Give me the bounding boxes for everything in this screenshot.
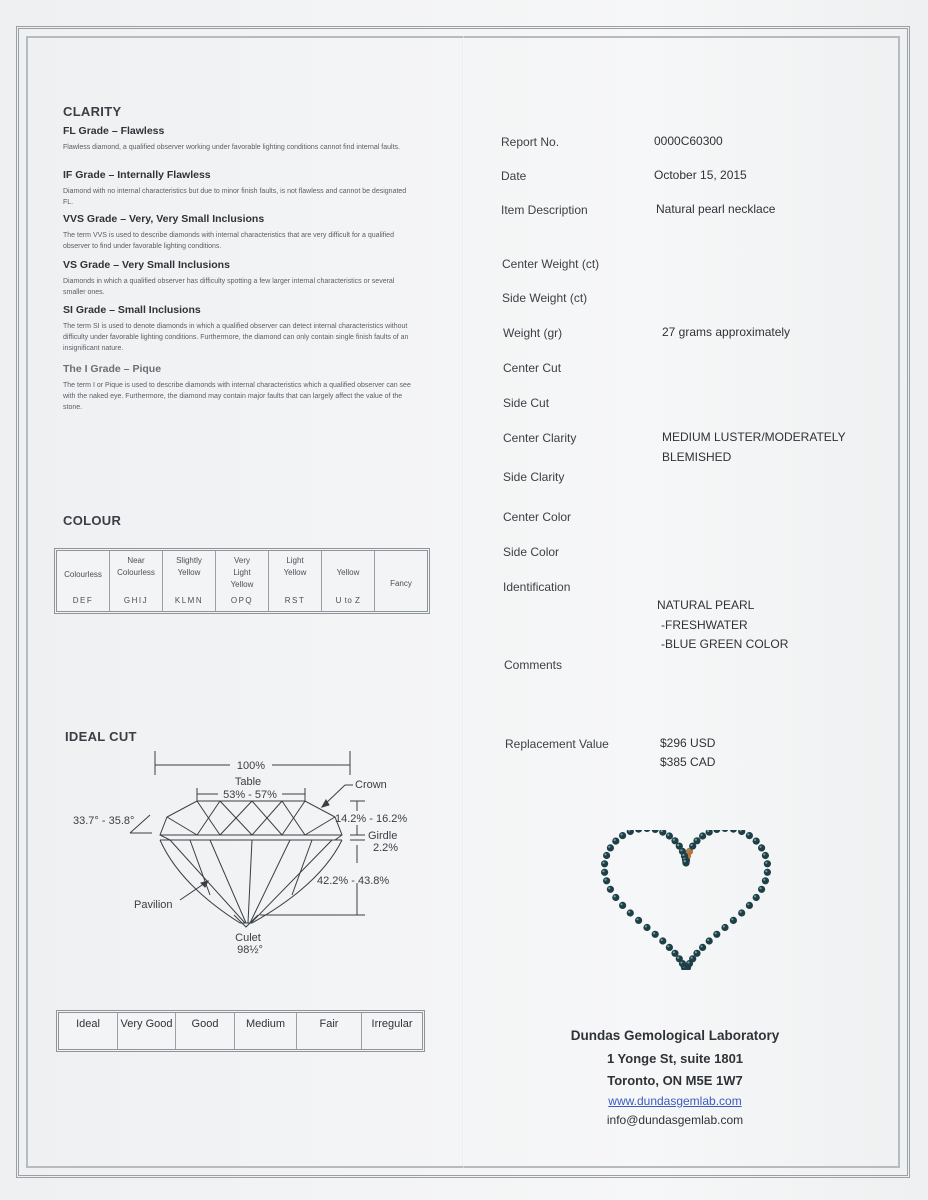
pearl xyxy=(762,852,769,859)
pearl-highlight xyxy=(765,862,767,864)
colour-cell-near-colourless xyxy=(110,551,163,611)
colour-cell-name: Near Colourless xyxy=(117,556,155,577)
identification-label: Identification xyxy=(503,580,571,594)
cut-grade-irregular: Irregular xyxy=(371,1018,413,1030)
pearl xyxy=(601,860,608,867)
pearl xyxy=(627,909,634,916)
cut-grade-fair: Fair xyxy=(297,1013,362,1049)
pearl-highlight xyxy=(628,911,630,913)
pearl-highlight xyxy=(691,957,693,959)
pearl-highlight xyxy=(740,911,742,913)
side-color-label: Side Color xyxy=(503,545,560,559)
colour-cell-fancy xyxy=(375,551,427,611)
pearl xyxy=(762,877,769,884)
pearl xyxy=(652,931,659,938)
grade-vs-heading: VS Grade – Very Small Inclusions xyxy=(63,259,230,271)
center-clarity-value-line1: MEDIUM LUSTER/MODERATELY xyxy=(662,430,846,444)
pearl xyxy=(758,886,765,893)
pearl-strand xyxy=(601,830,771,970)
colour-cell-light-yellow xyxy=(269,551,322,611)
identification-line3: -BLUE GREEN COLOR xyxy=(661,637,789,651)
identification-line2: -FRESHWATER xyxy=(661,618,748,632)
cut-grade-table xyxy=(56,1010,425,1052)
pearl-highlight xyxy=(754,839,756,841)
pearl xyxy=(603,877,610,884)
pearl-highlight xyxy=(653,932,655,934)
cut-grade-very-good: Very Good xyxy=(118,1013,176,1049)
pearl xyxy=(619,902,626,909)
grade-fl-heading: FL Grade – Flawless xyxy=(63,125,165,137)
pearl xyxy=(607,886,614,893)
colour-scale-table xyxy=(54,548,430,614)
pearl-highlight xyxy=(667,834,669,836)
pearl xyxy=(612,894,619,901)
weight-label: Weight (gr) xyxy=(503,326,563,340)
pearl-highlight xyxy=(682,854,684,856)
comments-label: Comments xyxy=(504,658,563,672)
pavilion-label: Pavilion xyxy=(134,899,173,911)
colour-cell-name: Colourless xyxy=(64,570,102,579)
pearl-highlight xyxy=(645,925,647,927)
pearl xyxy=(601,869,608,876)
pearl xyxy=(738,830,745,835)
width-label: 100% xyxy=(236,760,266,772)
center-color-label: Center Color xyxy=(503,510,572,524)
pearl xyxy=(753,838,760,845)
pearl-highlight xyxy=(687,961,689,963)
side-clarity-label: Side Clarity xyxy=(503,470,565,484)
grade-vs-desc: Diamonds in which a qualified observer has difficulty spotting a few larger internal characteristics or several smaller ones. xyxy=(63,278,395,296)
crown-angle-label: 33.7° - 35.8° xyxy=(73,815,135,827)
pearl-highlight xyxy=(747,833,749,835)
crown-height-label: 14.2% - 16.2% xyxy=(335,813,408,825)
pearl xyxy=(706,830,713,836)
report-no-value: 0000C60300 xyxy=(654,134,723,148)
pearl xyxy=(746,902,753,909)
grade-fl-desc: Flawless diamond, a qualified observer working under favorable lighting conditions cannot find internal faults. xyxy=(63,144,400,151)
pearl xyxy=(652,830,659,833)
pearl xyxy=(721,830,728,832)
colour-title: COLOUR xyxy=(63,513,122,528)
pearl-highlight xyxy=(700,834,702,836)
replacement-value-cad: $385 CAD xyxy=(660,755,716,769)
clarity-title: CLARITY xyxy=(63,104,122,119)
item-description-label: Item Description xyxy=(501,203,588,217)
pearl xyxy=(627,830,634,835)
grade-i-desc: The term I or Pique is used to describe diamonds with internal characteristics which a qualified observer can see with the naked eye. Furthermore, the diamond may contain major faults that can largely affect the value of the stone. xyxy=(63,382,411,411)
pearl xyxy=(643,830,650,832)
crown-pointer xyxy=(322,785,353,807)
grade-if-heading: IF Grade – Internally Flawless xyxy=(63,169,211,181)
lab-email: info@dundasgemlab.com xyxy=(606,1113,744,1127)
grade-vvs-desc: The term VVS is used to describe diamonds with internal characteristics that are very difficult for a qualified observer to find under favorable lighting conditions. xyxy=(63,232,394,250)
colour-cell-name: Slightly Yellow xyxy=(176,556,202,577)
lab-address-line1: 1 Yonge St, suite 1801 xyxy=(606,1051,744,1066)
colour-cell-yellow xyxy=(322,551,375,611)
pearl-highlight xyxy=(731,918,733,920)
colour-cell-grades: OPQ xyxy=(230,596,254,605)
pearl xyxy=(730,917,737,924)
table-range: 53% - 57% xyxy=(223,789,277,801)
side-weight-label: Side Weight (ct) xyxy=(502,291,588,305)
weight-value: 27 grams approximately xyxy=(662,325,791,339)
fold-line xyxy=(462,36,464,1168)
pearl xyxy=(643,924,650,931)
pearl xyxy=(753,894,760,901)
grade-vvs-heading: VVS Grade – Very, Very Small Inclusions xyxy=(63,213,265,225)
pearl-highlight xyxy=(763,879,765,881)
colour-cell-grades: KLMN xyxy=(174,596,204,605)
pearl-highlight xyxy=(754,895,756,897)
pearl xyxy=(713,931,720,938)
pearl-highlight xyxy=(673,951,675,953)
culet-label: Culet xyxy=(235,932,261,944)
side-cut-label: Side Cut xyxy=(503,396,550,410)
pearl-highlight xyxy=(661,939,663,941)
pearl-highlight xyxy=(695,951,697,953)
pavilion-depth-label: 42.2% - 43.8% xyxy=(317,875,390,887)
lab-name: Dundas Gemological Laboratory xyxy=(570,1028,780,1043)
colour-cell-grades: U to Z xyxy=(335,596,361,605)
pearl-highlight xyxy=(602,870,604,872)
pearl xyxy=(706,937,713,944)
crown-label: Crown xyxy=(355,779,387,791)
pearl xyxy=(635,830,642,833)
grade-i-heading: The I Grade – Pique xyxy=(63,363,162,375)
pearl xyxy=(607,844,614,851)
center-clarity-label: Center Clarity xyxy=(503,431,577,445)
colour-cell-grades: DEF xyxy=(72,596,94,605)
pearl xyxy=(699,944,706,951)
center-weight-label: Center Weight (ct) xyxy=(502,257,600,271)
pearl xyxy=(738,909,745,916)
pearl xyxy=(764,869,771,876)
pearl-highlight xyxy=(661,830,663,832)
pearl xyxy=(746,832,753,839)
colour-cell-slightly-yellow xyxy=(163,551,216,611)
lab-address-line2: Toronto, ON M5E 1W7 xyxy=(607,1073,743,1088)
colour-cell-name: Very Light Yellow xyxy=(230,556,254,589)
pearl xyxy=(764,860,771,867)
date-value: October 15, 2015 xyxy=(654,168,747,182)
cut-grade-medium: Medium xyxy=(235,1013,297,1049)
pearl xyxy=(635,917,642,924)
pearl xyxy=(619,832,626,839)
report-no-label: Report No. xyxy=(501,135,560,149)
cut-grade-good: Good xyxy=(176,1013,235,1049)
pearl xyxy=(659,937,666,944)
pearl xyxy=(671,950,678,957)
girdle-value: 2.2% xyxy=(373,842,399,854)
pearl xyxy=(721,924,728,931)
pearl-highlight xyxy=(687,849,689,851)
pearl-highlight xyxy=(614,895,616,897)
pearl xyxy=(693,837,700,844)
pearl-highlight xyxy=(677,957,679,959)
pearl-highlight xyxy=(759,887,761,889)
colour-cell-name: Light Yellow xyxy=(283,556,307,577)
center-cut-label: Center Cut xyxy=(503,361,562,375)
colour-cell-name: Fancy xyxy=(390,579,412,588)
pearl-highlight xyxy=(602,862,604,864)
pearl-highlight xyxy=(715,932,717,934)
item-description-value: Natural pearl necklace xyxy=(656,202,776,216)
pearl-highlight xyxy=(747,903,749,905)
pearl xyxy=(713,830,720,833)
pearl-highlight xyxy=(620,833,622,835)
colour-cell-colourless xyxy=(57,551,110,611)
pearl xyxy=(699,832,706,839)
pearl-necklace-photo xyxy=(596,830,776,970)
diamond-proportions-diagram xyxy=(60,745,430,965)
pearl-highlight xyxy=(759,846,761,848)
pearl-highlight xyxy=(723,925,725,927)
pearl-highlight xyxy=(614,839,616,841)
replacement-value-usd: $296 USD xyxy=(660,736,716,750)
pearl-highlight xyxy=(677,844,679,846)
pearl-highlight xyxy=(707,830,709,832)
pearl-highlight xyxy=(707,939,709,941)
pearl-highlight xyxy=(763,853,765,855)
pearl xyxy=(666,832,673,839)
colour-cell-very-light-yellow xyxy=(216,551,269,611)
pearl-highlight xyxy=(608,887,610,889)
diamond-outline xyxy=(160,801,342,923)
grade-si-desc: The term SI is used to denote diamonds in which a qualified observer can detect internal characteristics without difficulty under favorable lighting conditions. Furthermore, the diamond can only contain single finish faults of an insignificant nature. xyxy=(63,323,409,352)
grade-if-desc: Diamond with no internal characteristics but due to minor finish faults, is not flawless and cannot be designated FL. xyxy=(63,188,407,206)
colour-cell-name: Yellow xyxy=(336,568,360,577)
pearl-highlight xyxy=(620,903,622,905)
table-label: Table xyxy=(234,776,262,788)
pearl xyxy=(682,859,689,866)
pearl-highlight xyxy=(765,870,767,872)
pearl-highlight xyxy=(636,918,638,920)
pearl-highlight xyxy=(700,945,702,947)
pearl-highlight xyxy=(691,844,693,846)
pearl xyxy=(730,830,737,833)
pearl-highlight xyxy=(667,945,669,947)
cut-grade-ideal: Ideal xyxy=(59,1013,118,1049)
girdle-label: Girdle xyxy=(368,830,398,842)
pavilion-pointer xyxy=(180,881,208,900)
colour-cell-grades: RST xyxy=(284,596,306,605)
colour-cell-grades: GHIJ xyxy=(123,596,149,605)
pearl-highlight xyxy=(684,860,686,862)
pearl xyxy=(659,830,666,836)
replacement-value-label: Replacement Value xyxy=(505,737,609,751)
pearl-highlight xyxy=(673,839,675,841)
pearl-highlight xyxy=(695,839,697,841)
pearl xyxy=(603,852,610,859)
pearl xyxy=(758,844,765,851)
pearl-highlight xyxy=(604,879,606,881)
date-label: Date xyxy=(501,169,527,183)
identification-line1: NATURAL PEARL xyxy=(657,598,755,612)
grade-si-heading: SI Grade – Small Inclusions xyxy=(63,304,201,316)
ideal-cut-title: IDEAL CUT xyxy=(65,729,137,744)
pearl-highlight xyxy=(680,849,682,851)
pearl-highlight xyxy=(608,846,610,848)
culet-value: 98½° xyxy=(237,944,263,956)
center-clarity-value-line2: BLEMISHED xyxy=(662,450,732,464)
pearl xyxy=(612,838,619,845)
pearl-highlight xyxy=(604,853,606,855)
lab-website-link[interactable]: www.dundasgemlab.com xyxy=(608,1094,742,1108)
pearl xyxy=(666,944,673,951)
